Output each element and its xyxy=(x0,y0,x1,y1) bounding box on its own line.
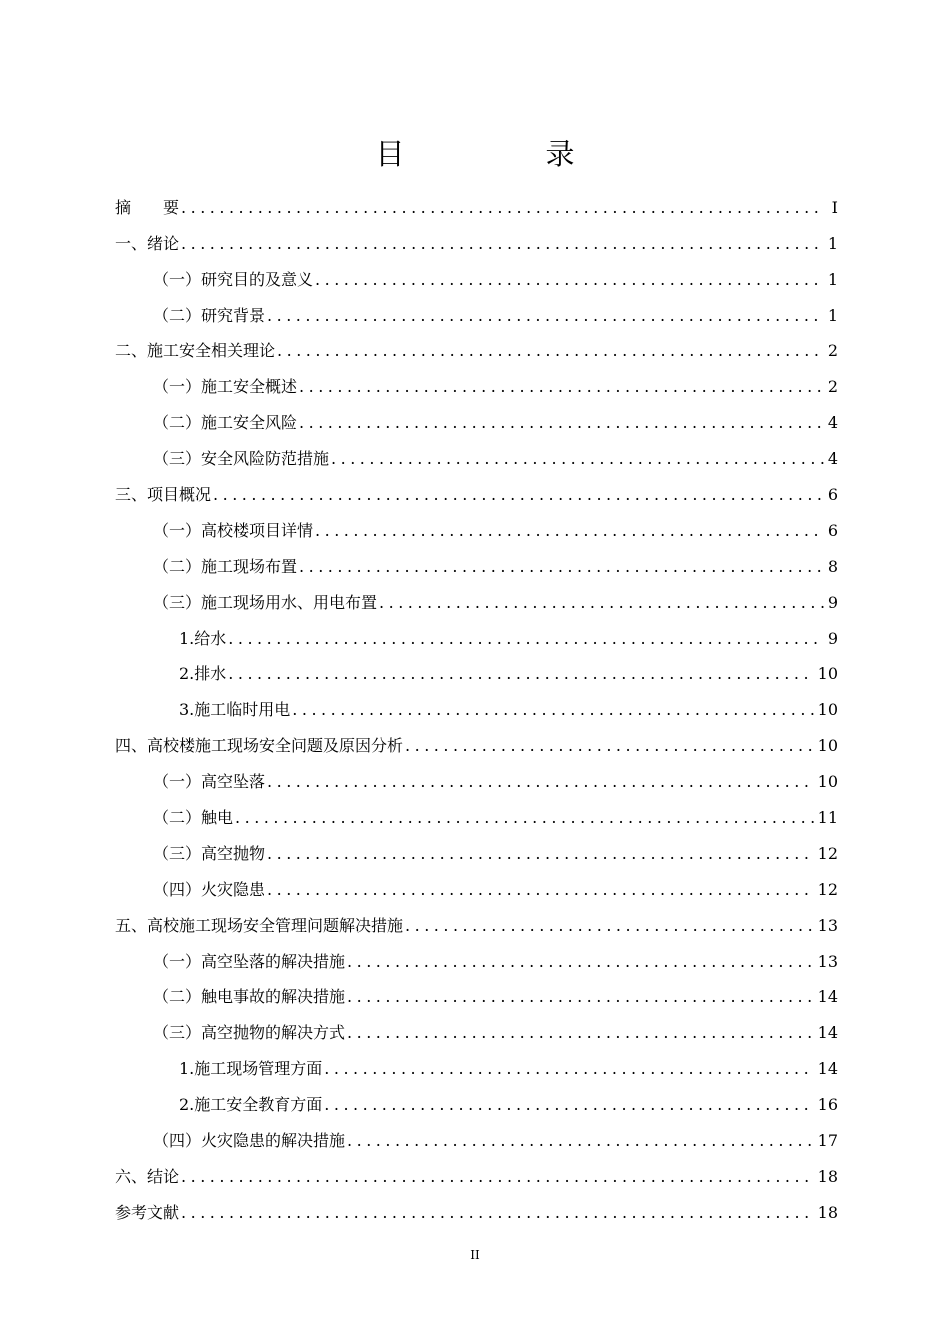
toc-dot-leader xyxy=(277,341,824,361)
toc-entry-page: 12 xyxy=(817,843,838,863)
toc-entry-page: 14 xyxy=(817,1059,838,1079)
toc-entry[interactable] xyxy=(115,828,838,864)
toc-entry[interactable] xyxy=(115,720,838,756)
toc-entry-page: 9 xyxy=(827,628,838,648)
toc-dot-leader xyxy=(299,557,824,577)
toc-entry-title: （三）高空抛物的解决方式 xyxy=(153,1023,346,1043)
toc-entry-title: 1.施工现场管理方面 xyxy=(179,1059,323,1079)
toc-entry[interactable] xyxy=(115,290,838,326)
toc-entry-page: 1 xyxy=(827,233,838,253)
toc-entry-page: 4 xyxy=(827,449,838,469)
toc-entry-page: 11 xyxy=(817,808,838,828)
toc-entry-title: （二）施工现场布置 xyxy=(153,556,298,576)
toc-dot-leader xyxy=(347,1023,814,1043)
toc-entry[interactable] xyxy=(115,218,838,254)
toc-entry-title: 1.给水 xyxy=(179,628,227,648)
toc-entry-title: （二）研究背景 xyxy=(153,305,266,325)
toc-entry[interactable] xyxy=(115,684,838,720)
toc-entry-title: （四）火灾隐患的解决措施 xyxy=(153,1131,346,1151)
toc-entry-title: （一）施工安全概述 xyxy=(153,377,298,397)
toc-dot-leader xyxy=(213,485,824,505)
toc-entry[interactable] xyxy=(115,936,838,972)
toc-entry-page: 10 xyxy=(817,664,838,684)
page-number: II xyxy=(470,1248,480,1262)
toc-entry-page: 14 xyxy=(817,1023,838,1043)
toc-dot-leader xyxy=(267,306,824,326)
toc-entry-title: （三）高空抛物 xyxy=(153,843,266,863)
toc-dot-leader xyxy=(228,664,813,684)
toc-entry-page: 10 xyxy=(817,736,838,756)
toc-entry-page: 1 xyxy=(827,269,838,289)
toc-entry[interactable] xyxy=(115,649,838,685)
toc-entry[interactable] xyxy=(115,1187,838,1223)
toc-entry-page: 17 xyxy=(817,1131,838,1151)
toc-dot-leader xyxy=(347,987,814,1007)
toc-entry-page: I xyxy=(831,197,838,217)
toc-entry-title: 2.排水 xyxy=(179,664,227,684)
toc-dot-leader xyxy=(405,916,814,936)
toc-dot-leader xyxy=(379,593,824,613)
toc-entry-title: 三、项目概况 xyxy=(115,485,212,505)
toc-entry-title: （二）触电 xyxy=(153,808,234,828)
toc-entry-title: 3.施工临时用电 xyxy=(179,700,291,720)
toc-entry-page: 10 xyxy=(817,700,838,720)
toc-dot-leader xyxy=(299,377,824,397)
toc-dot-leader xyxy=(267,880,814,900)
toc-dot-leader xyxy=(181,198,824,218)
toc-entry-title: （一）研究目的及意义 xyxy=(153,269,314,289)
toc-dot-leader xyxy=(235,808,814,828)
toc-entry-page: 13 xyxy=(817,951,838,971)
toc-entry-page: 9 xyxy=(827,592,838,612)
toc-dot-leader xyxy=(299,413,824,433)
toc-entry[interactable] xyxy=(115,326,838,362)
toc-entry[interactable] xyxy=(115,505,838,541)
table-of-contents xyxy=(115,182,838,1223)
toc-entry-title: 参考文献 xyxy=(115,1202,180,1222)
toc-dot-leader xyxy=(347,1131,814,1151)
toc-entry-page: 2 xyxy=(827,377,838,397)
toc-entry[interactable] xyxy=(115,182,838,218)
toc-entry[interactable] xyxy=(115,1079,838,1115)
toc-entry-page: 16 xyxy=(817,1095,838,1115)
toc-entry[interactable] xyxy=(115,1007,838,1043)
toc-entry-title: 一、绪论 xyxy=(115,233,180,253)
toc-dot-leader xyxy=(324,1095,813,1115)
toc-entry[interactable] xyxy=(115,1043,838,1079)
toc-entry[interactable] xyxy=(115,900,838,936)
toc-dot-leader xyxy=(181,1167,814,1187)
toc-dot-leader xyxy=(405,736,814,756)
toc-dot-leader xyxy=(315,270,824,290)
toc-entry-title: （三）安全风险防范措施 xyxy=(153,449,330,469)
toc-entry-page: 6 xyxy=(827,485,838,505)
toc-entry[interactable] xyxy=(115,1151,838,1187)
toc-entry-title: （一）高空坠落的解决措施 xyxy=(153,951,346,971)
toc-entry[interactable] xyxy=(115,469,838,505)
toc-entry[interactable] xyxy=(115,397,838,433)
toc-entry[interactable] xyxy=(115,361,838,397)
toc-entry-title: （一）高校楼项目详情 xyxy=(153,520,314,540)
toc-dot-leader xyxy=(315,521,824,541)
toc-entry-page: 18 xyxy=(817,1166,838,1186)
toc-entry-page: 6 xyxy=(827,520,838,540)
toc-entry-title: 二、施工安全相关理论 xyxy=(115,341,276,361)
toc-dot-leader xyxy=(181,234,824,254)
page-title: 目 录 xyxy=(375,137,631,171)
toc-dot-leader xyxy=(267,844,814,864)
toc-dot-leader xyxy=(228,629,824,649)
toc-entry[interactable] xyxy=(115,613,838,649)
toc-entry-title: 摘 要 xyxy=(115,197,180,217)
toc-dot-leader xyxy=(324,1059,813,1079)
toc-entry[interactable] xyxy=(115,541,838,577)
toc-dot-leader xyxy=(267,772,814,792)
toc-entry-title: （四）火灾隐患 xyxy=(153,879,266,899)
toc-entry[interactable] xyxy=(115,972,838,1008)
toc-entry-page: 2 xyxy=(827,341,838,361)
toc-entry-title: 六、结论 xyxy=(115,1166,180,1186)
toc-entry-title: 四、高校楼施工现场安全问题及原因分析 xyxy=(115,736,404,756)
toc-entry[interactable] xyxy=(115,577,838,613)
toc-entry-title: 2.施工安全教育方面 xyxy=(179,1095,323,1115)
toc-entry-title: （二）触电事故的解决措施 xyxy=(153,987,346,1007)
toc-entry-page: 10 xyxy=(817,772,838,792)
toc-entry-page: 13 xyxy=(817,915,838,935)
toc-dot-leader xyxy=(292,700,813,720)
toc-entry-page: 12 xyxy=(817,879,838,899)
toc-entry-page: 14 xyxy=(817,987,838,1007)
toc-entry-page: 8 xyxy=(827,556,838,576)
toc-entry-page: 18 xyxy=(817,1202,838,1222)
toc-entry-title: （二）施工安全风险 xyxy=(153,413,298,433)
toc-entry-title: （三）施工现场用水、用电布置 xyxy=(153,592,378,612)
toc-dot-leader xyxy=(331,449,824,469)
toc-dot-leader xyxy=(347,952,814,972)
toc-entry-page: 4 xyxy=(827,413,838,433)
toc-entry[interactable] xyxy=(115,433,838,469)
toc-entry[interactable] xyxy=(115,254,838,290)
toc-entry[interactable] xyxy=(115,864,838,900)
toc-entry[interactable] xyxy=(115,1115,838,1151)
toc-entry[interactable] xyxy=(115,756,838,792)
toc-entry-title: （一）高空坠落 xyxy=(153,772,266,792)
toc-dot-leader xyxy=(181,1203,814,1223)
toc-entry-title: 五、高校施工现场安全管理问题解决措施 xyxy=(115,915,404,935)
toc-entry-page: 1 xyxy=(827,305,838,325)
toc-entry[interactable] xyxy=(115,792,838,828)
